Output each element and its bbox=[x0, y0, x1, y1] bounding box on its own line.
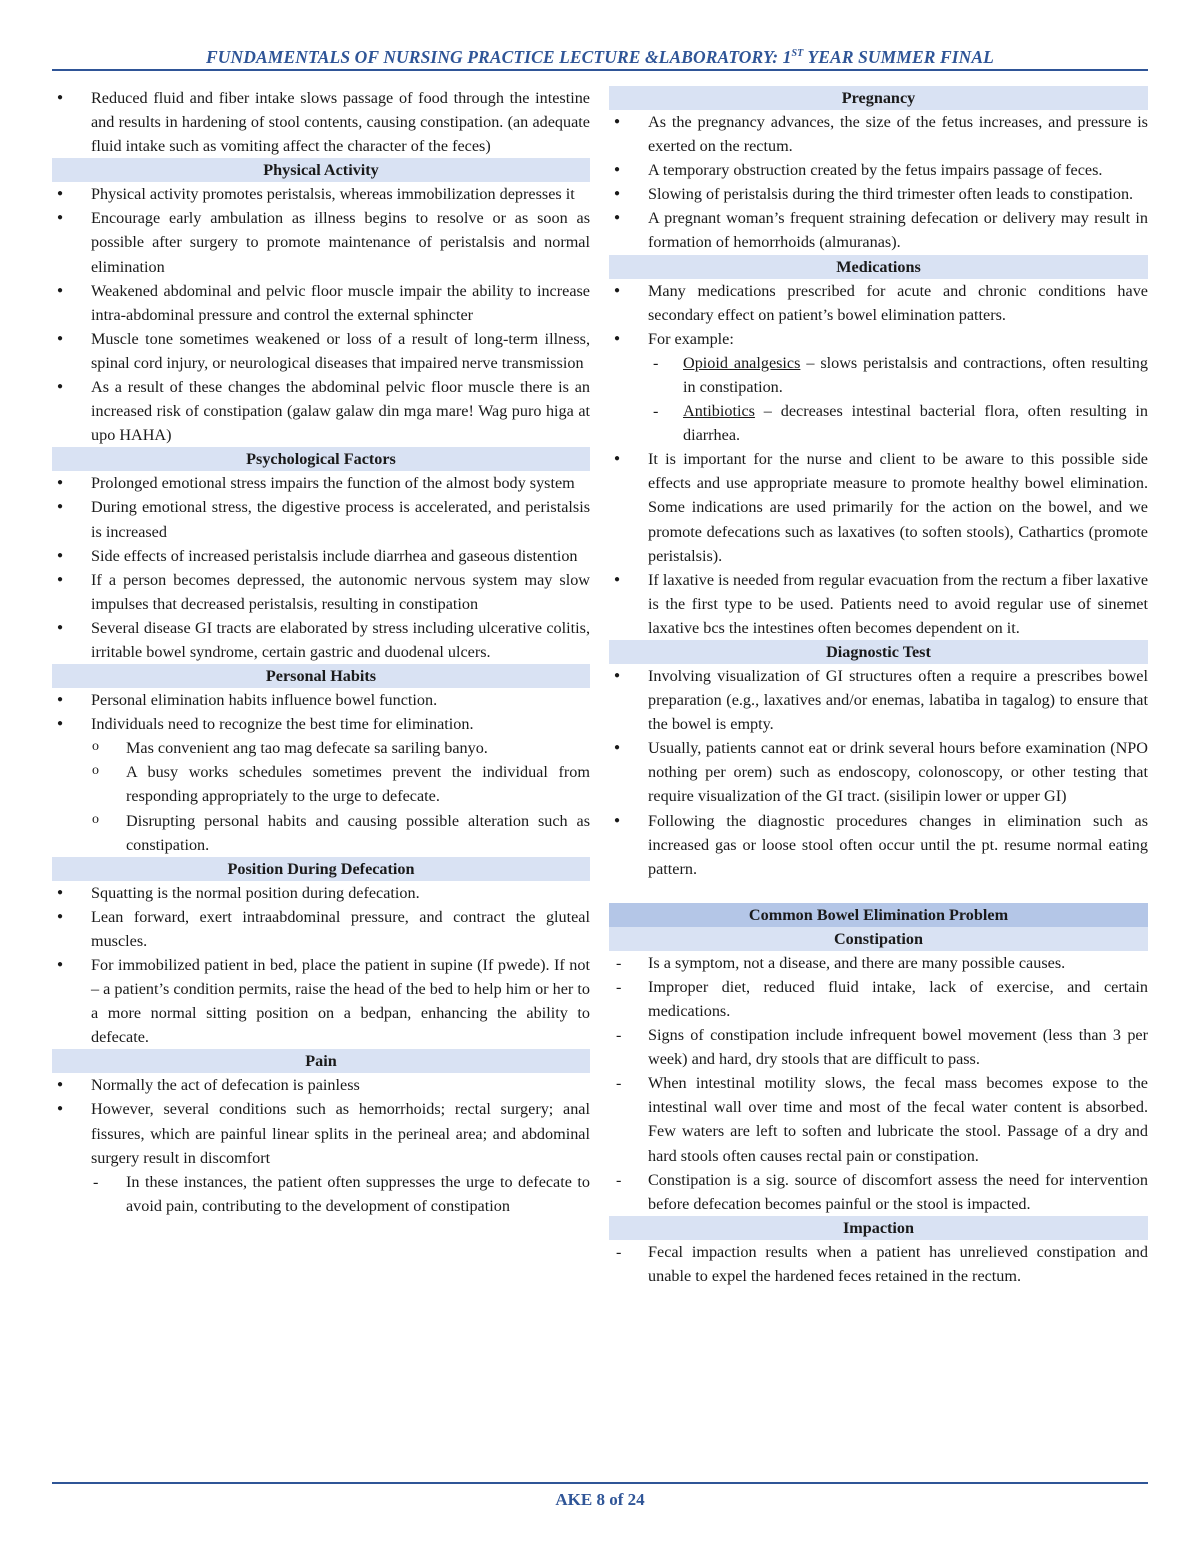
list-item: - When intestinal motility slows, the fecal mass becomes expose to the intestinal wall over time and most of the fecal water content is absorbed. Few waters are left to soften and lubricate the stool. Passage of a dry and hard stools often causes rectal pain or constipation. bbox=[609, 1071, 1148, 1167]
list-item: ● Encourage early ambulation as illness begins to resolve or as soon as possible after surgery to promote maintenance of peristalsis and normal elimination bbox=[52, 206, 590, 278]
list-item: - Constipation is a sig. source of discomfort assess the need for intervention before defecation becomes painful or the stool is impacted. bbox=[609, 1168, 1148, 1216]
list-item: ● Personal elimination habits influence bowel function. bbox=[52, 688, 590, 712]
intro-list bbox=[52, 86, 590, 158]
medication-desc: – slows peristalsis and contractions, often resulting in constipation. bbox=[683, 353, 1148, 396]
personal-habits-sublist bbox=[89, 736, 590, 856]
list-item: ● As a result of these changes the abdominal pelvic floor muscle there is an increased risk of constipation (galaw galaw din mga mare! Wag puro higa at upo HAHA) bbox=[52, 375, 590, 447]
psychological-list bbox=[52, 471, 590, 664]
medication-desc: – decreases intestinal bacterial flora, often resulting in diarrhea. bbox=[683, 402, 1148, 445]
section-heading-pregnancy: Pregnancy bbox=[609, 86, 1148, 110]
list-item: ● Individuals need to recognize the best time for elimination. bbox=[52, 712, 590, 736]
list-item: ● Prolonged emotional stress impairs the function of the almost body system bbox=[52, 471, 590, 495]
sub-list-item: o Mas convenient ang tao mag defecate sa sariling banyo. bbox=[89, 736, 590, 760]
section-heading-common-problem: Common Bowel Elimination Problem bbox=[609, 903, 1148, 927]
list-item: ● Physical activity promotes peristalsis, whereas immobilization depresses it bbox=[52, 182, 590, 206]
list-item: ● However, several conditions such as hemorrhoids; rectal surgery; anal fissures, which are painful linear splits in the perineal area; and abdominal surgery result in discomfort bbox=[52, 1097, 590, 1169]
header-rule bbox=[52, 69, 1148, 71]
list-item: - Improper diet, reduced fluid intake, lack of exercise, and certain medications. bbox=[609, 975, 1148, 1023]
left-column bbox=[52, 86, 590, 1218]
list-item: ● For immobilized patient in bed, place the patient in supine (If pwede). If not – a patient’s condition permits, raise the head of the bed to help him or her to a more normal sitting position on a bedpan, enhancing the ability to defecate. bbox=[52, 953, 590, 1049]
list-item: ● Weakened abdominal and pelvic floor muscle impair the ability to increase intra-abdominal pressure and control the external sphincter bbox=[52, 279, 590, 327]
constipation-list bbox=[609, 951, 1148, 1216]
sub-list-item: - In these instances, the patient often suppresses the urge to defecate to avoid pain, contributing to the development of constipation bbox=[89, 1170, 590, 1218]
list-item: - Fecal impaction results when a patient has unrelieved constipation and unable to expel the hardened feces retained in the rectum. bbox=[609, 1240, 1148, 1288]
list-item: ● For example: bbox=[609, 327, 1148, 351]
medication-example bbox=[646, 399, 1148, 447]
right-column bbox=[609, 86, 1148, 1288]
list-item: ● Side effects of increased peristalsis include diarrhea and gaseous distention bbox=[52, 544, 590, 568]
list-item: ● If laxative is needed from regular evacuation from the rectum a fiber laxative is the first type to be used. Patients need to avoid regular use of sinemet laxative bcs the intestines often becomes dependent on it. bbox=[609, 568, 1148, 640]
section-heading-diagnostic-test: Diagnostic Test bbox=[609, 640, 1148, 664]
physical-activity-list bbox=[52, 182, 590, 447]
list-item: ● Following the diagnostic procedures changes in elimination such as increased gas or loose stool often occur until the pt. resume normal eating pattern. bbox=[609, 809, 1148, 881]
list-item: ● Reduced fluid and fiber intake slows passage of food through the intestine and results in hardening of stool contents, causing constipation. (an adequate fluid intake such as vomiting affect the character of the feces) bbox=[52, 86, 590, 158]
list-item: ● Normally the act of defecation is painless bbox=[52, 1073, 590, 1097]
medication-examples-list bbox=[646, 351, 1148, 447]
list-item: ● Usually, patients cannot eat or drink several hours before examination (NPO nothing per orem) such as endoscopy, colonoscopy, or other testing that require visualization of the GI tract. (sisilipin lower or upper GI) bbox=[609, 736, 1148, 808]
sub-list-item: o Disrupting personal habits and causing possible alteration such as constipation. bbox=[89, 809, 590, 857]
section-heading-position: Position During Defecation bbox=[52, 857, 590, 881]
list-item: ● Slowing of peristalsis during the third trimester often leads to constipation. bbox=[609, 182, 1148, 206]
pain-sublist bbox=[89, 1170, 590, 1218]
medications-list bbox=[609, 279, 1148, 351]
page-header-title: FUNDAMENTALS OF NURSING PRACTICE LECTURE &LABORATORY: 1ST YEAR SUMMER FINAL bbox=[206, 47, 994, 67]
medication-term: Antibiotics bbox=[683, 402, 755, 421]
section-heading-medications: Medications bbox=[609, 255, 1148, 279]
medication-example bbox=[646, 351, 1148, 399]
section-heading-pain: Pain bbox=[52, 1049, 590, 1073]
medication-term: Opioid analgesics bbox=[683, 353, 801, 372]
list-item: ● A temporary obstruction created by the fetus impairs passage of feces. bbox=[609, 158, 1148, 182]
footer-rule bbox=[52, 1482, 1148, 1484]
section-spacer bbox=[609, 881, 1148, 903]
position-list bbox=[52, 881, 590, 1050]
section-heading-physical-activity: Physical Activity bbox=[52, 158, 590, 182]
section-heading-constipation: Constipation bbox=[609, 927, 1148, 951]
list-item: ● Many medications prescribed for acute and chronic conditions have secondary effect on patient’s bowel elimination patters. bbox=[609, 279, 1148, 327]
personal-habits-list bbox=[52, 688, 590, 736]
pregnancy-list bbox=[609, 110, 1148, 255]
medications-list-continued bbox=[609, 447, 1148, 640]
list-item: - Is a symptom, not a disease, and there are many possible causes. bbox=[609, 951, 1148, 975]
pain-list bbox=[52, 1073, 590, 1169]
list-item: ● Several disease GI tracts are elaborated by stress including ulcerative colitis, irritable bowel syndrome, certain gastric and duodenal ulcers. bbox=[52, 616, 590, 664]
list-item: ● If a person becomes depressed, the autonomic nervous system may slow impulses that decreased peristalsis, resulting in constipation bbox=[52, 568, 590, 616]
diagnostic-list bbox=[609, 664, 1148, 881]
list-item: - Signs of constipation include infrequent bowel movement (less than 3 per week) and hard, dry stools that are difficult to pass. bbox=[609, 1023, 1148, 1071]
list-item: ● It is important for the nurse and client to be aware to this possible side effects and use appropriate measure to promote healthy bowel elimination. Some indications are used primarily for the action on the bowel, and we promote defecations such as laxatives (to soften stools), Cathartics (promote peristalsis). bbox=[609, 447, 1148, 567]
list-item: ● Lean forward, exert intraabdominal pressure, and contract the gluteal muscles. bbox=[52, 905, 590, 953]
section-heading-psychological-factors: Psychological Factors bbox=[52, 447, 590, 471]
list-item: ● Muscle tone sometimes weakened or loss of a result of long-term illness, spinal cord injury, or neurological diseases that impaired nerve transmission bbox=[52, 327, 590, 375]
list-item: ● Squatting is the normal position during defecation. bbox=[52, 881, 590, 905]
list-item: ● As the pregnancy advances, the size of the fetus increases, and pressure is exerted on the rectum. bbox=[609, 110, 1148, 158]
page-number: AKE 8 of 24 bbox=[555, 1490, 645, 1509]
impaction-list bbox=[609, 1240, 1148, 1288]
section-heading-personal-habits: Personal Habits bbox=[52, 664, 590, 688]
section-heading-impaction: Impaction bbox=[609, 1216, 1148, 1240]
list-item: ● Involving visualization of GI structures often a require a prescribes bowel preparation (e.g., laxatives and/or enemas, labatiba in tagalog) to ensure that the bowel is empty. bbox=[609, 664, 1148, 736]
list-item: ● During emotional stress, the digestive process is accelerated, and peristalsis is increased bbox=[52, 495, 590, 543]
sub-list-item: o A busy works schedules sometimes prevent the individual from responding appropriately to the urge to defecate. bbox=[89, 760, 590, 808]
list-item: ● A pregnant woman’s frequent straining defecation or delivery may result in formation of hemorrhoids (almuranas). bbox=[609, 206, 1148, 254]
